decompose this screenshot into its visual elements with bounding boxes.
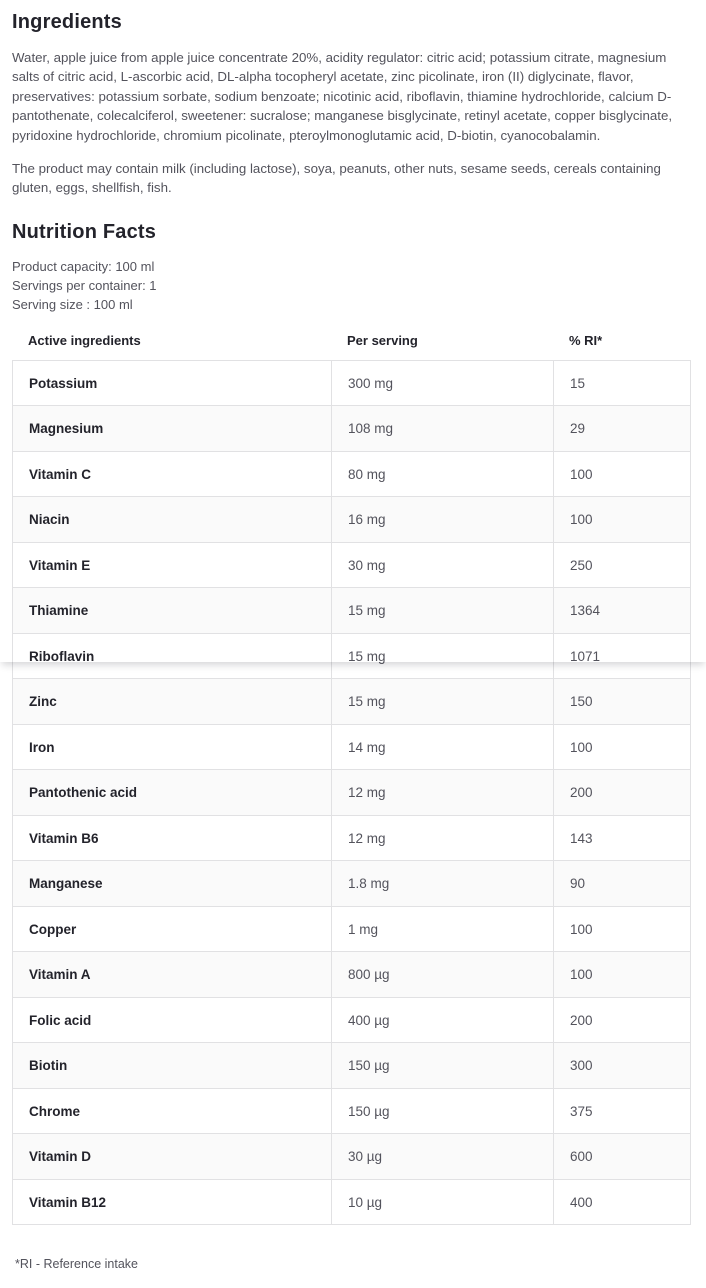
table-row (13, 360, 691, 406)
cell-ri: 100 (554, 906, 691, 952)
table-row (13, 1134, 691, 1180)
cell-per-serving: 15 mg (332, 679, 554, 725)
cell-active-ingredient: Vitamin E (13, 542, 332, 588)
cell-ri: 250 (554, 542, 691, 588)
cell-ri: 400 (554, 1179, 691, 1225)
cell-per-serving: 15 mg (332, 588, 554, 634)
cell-active-ingredient: Vitamin B6 (13, 815, 332, 861)
cell-ri: 29 (554, 406, 691, 452)
nutrition-table (12, 360, 691, 1226)
cell-per-serving: 150 µg (332, 1043, 554, 1089)
allergens-paragraph: The product may contain milk (including lactose), soya, peanuts, other nuts, sesame seeds, cereals containing gluten, eggs, shellfish, fish. (12, 161, 661, 196)
cell-active-ingredient: Chrome (13, 1088, 332, 1134)
table-row (13, 451, 691, 497)
table-row (13, 861, 691, 907)
cell-per-serving: 300 mg (332, 360, 554, 406)
cell-active-ingredient: Riboflavin (13, 633, 332, 679)
table-row (13, 497, 691, 543)
cell-active-ingredient: Pantothenic acid (13, 770, 332, 816)
servings-per-container: Servings per container: 1 (12, 277, 157, 293)
table-header-row (12, 331, 692, 360)
table-row (13, 542, 691, 588)
cell-ri: 200 (554, 770, 691, 816)
cell-per-serving: 150 µg (332, 1088, 554, 1134)
cell-per-serving: 30 mg (332, 542, 554, 588)
table-row (13, 815, 691, 861)
cell-active-ingredient: Biotin (13, 1043, 332, 1089)
cell-per-serving: 30 µg (332, 1134, 554, 1180)
cell-per-serving: 108 mg (332, 406, 554, 452)
cell-ri: 100 (554, 724, 691, 770)
table-row (13, 679, 691, 725)
table-row (13, 906, 691, 952)
cell-ri: 200 (554, 997, 691, 1043)
ingredients-title: Ingredients (12, 11, 122, 33)
cell-active-ingredient: Vitamin A (13, 952, 332, 998)
cell-ri: 375 (554, 1088, 691, 1134)
cell-per-serving: 15 mg (332, 633, 554, 679)
cell-per-serving: 800 µg (332, 952, 554, 998)
cell-ri: 100 (554, 952, 691, 998)
cell-per-serving: 1.8 mg (332, 861, 554, 907)
col-header-per-serving: Per serving (347, 332, 418, 348)
cell-active-ingredient: Iron (13, 724, 332, 770)
serving-size: Serving size : 100 ml (12, 296, 133, 312)
cell-ri: 100 (554, 497, 691, 543)
cell-per-serving: 16 mg (332, 497, 554, 543)
cell-active-ingredient: Folic acid (13, 997, 332, 1043)
cell-ri: 90 (554, 861, 691, 907)
cell-active-ingredient: Vitamin B12 (13, 1179, 332, 1225)
cell-active-ingredient: Copper (13, 906, 332, 952)
table-row (13, 997, 691, 1043)
cell-per-serving: 80 mg (332, 451, 554, 497)
table-row (13, 724, 691, 770)
product-capacity: Product capacity: 100 ml (12, 258, 155, 274)
cell-per-serving: 12 mg (332, 815, 554, 861)
cell-active-ingredient: Potassium (13, 360, 332, 406)
table-row (13, 406, 691, 452)
table-row (13, 1179, 691, 1225)
cell-active-ingredient: Niacin (13, 497, 332, 543)
cell-per-serving: 14 mg (332, 724, 554, 770)
cell-active-ingredient: Zinc (13, 679, 332, 725)
cell-ri: 1364 (554, 588, 691, 634)
col-header-active-ingredients: Active ingredients (28, 332, 141, 348)
cell-ri: 143 (554, 815, 691, 861)
cell-per-serving: 1 mg (332, 906, 554, 952)
cell-ri: 100 (554, 451, 691, 497)
cell-ri: 300 (554, 1043, 691, 1089)
ri-footnote: *RI - Reference intake (15, 1257, 138, 1272)
cell-per-serving: 400 µg (332, 997, 554, 1043)
cell-active-ingredient: Thiamine (13, 588, 332, 634)
cell-active-ingredient: Manganese (13, 861, 332, 907)
nutrition-facts-title: Nutrition Facts (12, 220, 157, 243)
cell-active-ingredient: Vitamin C (13, 451, 332, 497)
table-row (13, 1088, 691, 1134)
table-row (13, 770, 691, 816)
cell-active-ingredient: Vitamin D (13, 1134, 332, 1180)
cell-per-serving: 12 mg (332, 770, 554, 816)
table-row (13, 952, 691, 998)
table-row (13, 633, 691, 679)
table-row (13, 588, 691, 634)
ingredients-paragraph: Water, apple juice from apple juice concentrate 20%, acidity regulator: citric acid; potassium citrate, magnesium salts of citric acid, L-ascorbic acid, DL-alpha tocopheryl acetate, zinc picolinate, iron (II) diglycinate, flavor, preservatives: potassium sorbate, sodium benzoate; nicotinic acid, riboflavin, thiamine hydrochloride, calcium D-pantothenate, colecalciferol, sweetener: sucralose; manganese bisglycinate, retinyl acetate, copper bisglycinate, pyridoxine hydrochloride, chromium picolinate, pteroylmonoglutamic acid, D-biotin, cyanocobalamin. (12, 50, 673, 143)
cell-ri: 150 (554, 679, 691, 725)
col-header-ri: % RI* (569, 332, 603, 348)
cell-ri: 600 (554, 1134, 691, 1180)
cell-ri: 15 (554, 360, 691, 406)
cell-ri: 1071 (554, 633, 691, 679)
table-row (13, 1043, 691, 1089)
nutrition-table-body (13, 360, 691, 1225)
cell-active-ingredient: Magnesium (13, 406, 332, 452)
serving-info (12, 257, 692, 314)
cell-per-serving: 10 µg (332, 1179, 554, 1225)
